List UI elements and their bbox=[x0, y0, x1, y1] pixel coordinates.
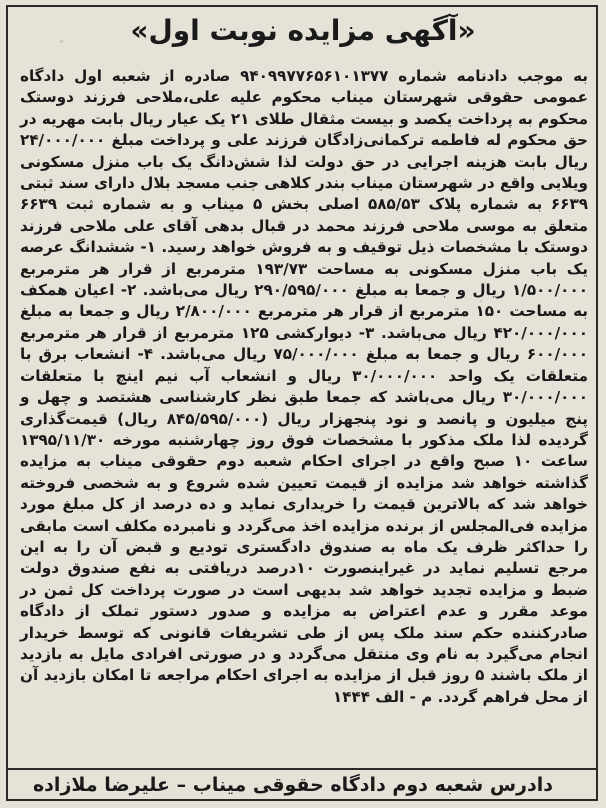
notice-title: «آگهی مزایده نوبت اول» bbox=[130, 14, 476, 47]
signature-divider bbox=[6, 768, 598, 770]
paper-speck bbox=[480, 300, 482, 302]
notice-signature: دادرس شعبه دوم دادگاه حقوقی میناب – علیرضا ملازاده bbox=[32, 774, 554, 796]
notice-body bbox=[20, 66, 588, 708]
paper-speck bbox=[60, 40, 63, 43]
paper-speck bbox=[150, 620, 153, 622]
notice-paragraph: به موجب دادنامه شماره ۹۴۰۹۹۷۷۶۵۶۱۰۱۳۷۷ صادره از شعبه اول دادگاه عمومی حقوقی شهرستان میناب محکوم علیه علی،ملاحی فرزند دوستک محکوم به پرداخت یکصد و بیست مثقال طلای ۲۱ یک عیار ریال بابت مهریه در حق محکوم له فاطمه ترکمانی‌زادگان فرزند علی و پرداخت مبلغ ۲۴/۰۰۰/۰۰۰ ریال بابت هزینه اجرایی در حق دولت لذا شش‌دانگ یک باب منزل مسکونی ویلایی واقع در شهرستان میناب بندر کلاهی جنب مسجد بلال دارای سند ثبتی ۶۶۳۹ به شماره پلاک ۵۸۵/۵۳ اصلی بخش ۵ میناب و به شماره ثبت ۶۶۳۹ متعلق به موسی ملاحی فرزند محمد در قبال بدهی آقای علی ملاحی فرزند دوستک با مشخصات ذیل توقیف و به فروش خواهد رسید. ۱- ششدانگ عرصه یک باب منزل مسکونی به مساحت ۱۹۳/۷۳ مترمربع از قرار هر مترمربع ۱/۵۰۰/۰۰۰ ریال و جمعا به مبلغ ۲۹۰/۵۹۵/۰۰۰ ریال می‌باشد. ۲- اعیان همکف به مساحت ۱۵۰ مترمربع از قرار هر مترمربع ۲/۸۰۰/۰۰۰ ریال و جمعا به مبلغ ۴۲۰/۰۰۰/۰۰۰ ریال می‌باشد. ۳- دیوارکشی ۱۲۵ مترمربع از قرار هر مترمربع ۶۰۰/۰۰۰ ریال و جمعا به مبلغ ۷۵/۰۰۰/۰۰۰ ریال می‌باشد. ۴- انشعاب برق با متعلقات یک واحد ۳۰/۰۰۰/۰۰۰ ریال و انشعاب آب نیم اینچ با متعلقات ۳۰/۰۰۰/۰۰۰ ریال می‌باشد که جمعا طبق نظر کارشناسی هشتصد و چهل و پنج میلیون و پانصد و نود پنجهزار ریال (۸۴۵/۵۹۵/۰۰۰ ریال) قیمت‌گذاری گردیده لذا ملک مذکور با مشخصات فوق روز چهارشنبه مورخه ۱۳۹۵/۱۱/۳۰ ساعت ۱۰ صبح واقع در اجرای احکام شعبه دوم حقوقی میناب به مزایده گذاشته خواهد شد مزایده از قیمت تعیین شده شروع و به شخصی فروخته خواهد شد که بالاترین قیمت را خریداری نماید و ده درصد از کل مبلغ مورد مزایده فی‌المجلس از برنده مزایده اخذ می‌گردد و نامبرده مکلف است مابقی را حداکثر ظرف یک ماه به صندوق دادگستری تودیع و قبض آن را به این مرجع تسلیم نماید در غیراینصورت ۱۰درصد دریافتی به نفع صندوق دولت ضبط و مزایده تجدید خواهد شد بدیهی است در صورت پرداخت کل ثمن در موعد مقرر و عدم اعتراض به مزایده و صدور دستور تملک از دادگاه صادرکننده حکم سند ملک پس از طی تشریفات قانونی که توسط خریدار انجام می‌گیرد به نام وی منتقل می‌گردد و در صورتی افرادی مایل به بازدید از ملک باشند ۵ روز قبل از مزایده به اجرای احکام مراجعه تا امکان بازدید آن از محل فراهم گردد. م - الف ۱۴۴۴ bbox=[20, 67, 589, 706]
